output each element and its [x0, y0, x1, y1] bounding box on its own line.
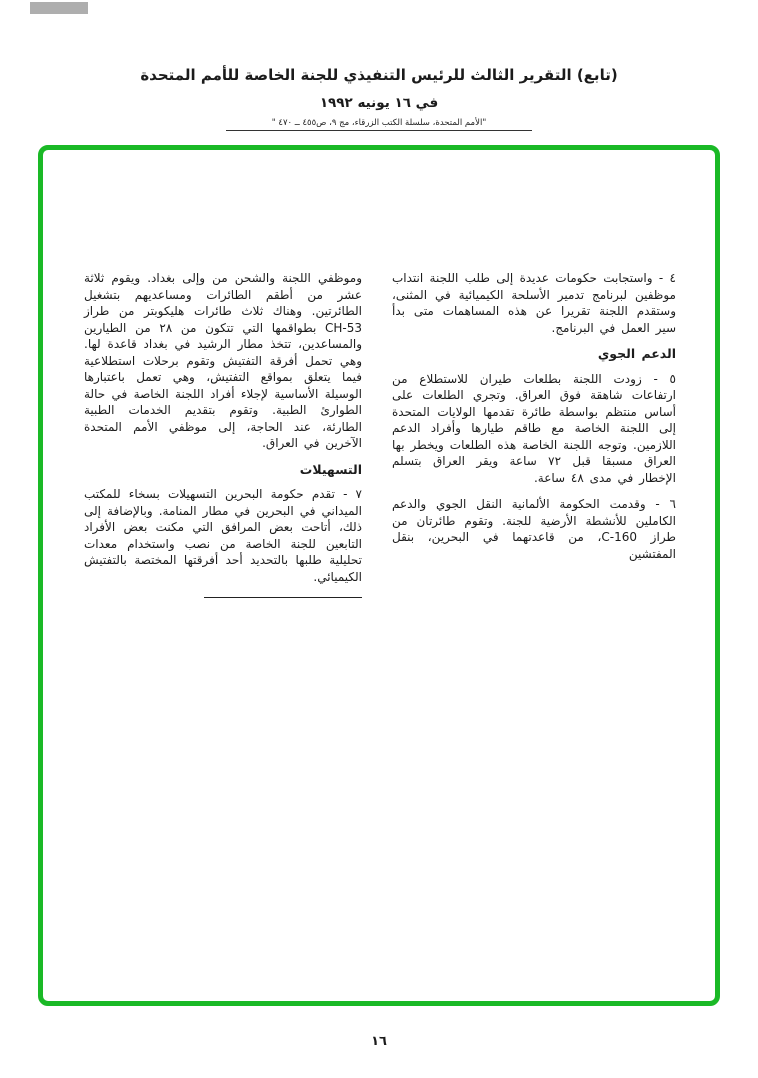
left-text-column	[84, 270, 362, 598]
paragraph-4: ٤ - واستجابت حكومات عديدة إلى طلب اللجنة انتداب موظفين لبرنامج تدمير الأسلحة الكيميائية في المثنى، وستقدم اللجنة تقريرا عن هذه المساهمات متى بدأ سير العمل في البرنامج.	[392, 271, 676, 335]
page-number: ١٦	[371, 1034, 387, 1049]
report-date: في ١٦ يونيه ١٩٩٢	[319, 95, 439, 111]
paragraph-7: ٧ - تقدم حكومة البحرين التسهيلات بسخاء للمكتب الميداني في البحرين في مطار المنامة. وبالإضافة إلى ذلك، أتاحت بعض المرافق التي مكنت بعض الأفراد التابعين للجنة الخاصة من نصب واستخدام معدات تحليلية طلبها بالتحديد أحد أفرقتها المختصة بالتفتيش الكيميائي.	[84, 487, 362, 584]
right-text-column	[392, 270, 676, 572]
paragraph-6: ٦ - وقدمت الحكومة الألمانية النقل الجوي والدعم الكاملين للأنشطة الأرضية للجنة. وتقوم طائرتان من طراز C-160، من قاعدتهما في البحرين، بنقل المفتشين	[392, 497, 676, 561]
facilities-heading: التسهيلات	[299, 461, 362, 477]
footnote-divider	[204, 597, 362, 598]
source-citation: "الأمم المتحدة، سلسلة الكتب الزرقاء، مج ٩، ص٤٥٥ ــ ٤٧٠ "	[271, 118, 487, 128]
header-divider	[226, 130, 532, 131]
paragraph-6-continuation: وموظفي اللجنة والشحن من وإلى بغداد. ويقوم ثلاثة عشر من أطقم الطائرات ومساعديهم بتشغيل الطائرتين. وهناك ثلاث طائرات هليكوبتر من طراز CH-53 بطواقمها التي تتكون من ٢٨ من الطيارين والمساعدين، تتخذ مطار الرشيد في بغداد قاعدة لها. وهي تحمل أفرقة التفتيش وتقوم برحلات استطلاعية فيما يتعلق بمواقع التفتيش، وهي تعمل باعتبارها الوسيلة الأساسية لإجلاء أفراد اللجنة الخاصة في حالة الطوارئ الطبية. وتقوم بتقديم الخدمات الطبية الطارئة، عند الحاجة، إلى موظفي الأمم المتحدة الآخرين في العراق.	[84, 271, 362, 450]
green-frame	[38, 145, 720, 1006]
air-support-heading: الدعم الجوي	[597, 346, 676, 361]
report-title: (تابع) التقرير الثالث للرئيس التنفيذي للجنة الخاصة للأمم المتحدة	[140, 66, 618, 84]
scan-artifact-mark	[30, 2, 88, 14]
paragraph-5: ٥ - زودت اللجنة بطلعات طيران للاستطلاع من ارتفاعات شاهقة فوق العراق. وتجري الطلعات على أساس منتظم بواسطة طائرة تقدمها الولايات المتحدة إلى اللجنة الخاصة مع طاقم طيارها وأفراد الدعم اللازمين. وتوجه اللجنة الخاصة هذه الطلعات ويخطر بها العراق مسبقا قبل ٧٢ ساعة ويقر العراق بتسلم الإخطار في مدى ٤٨ ساعة.	[392, 371, 676, 485]
